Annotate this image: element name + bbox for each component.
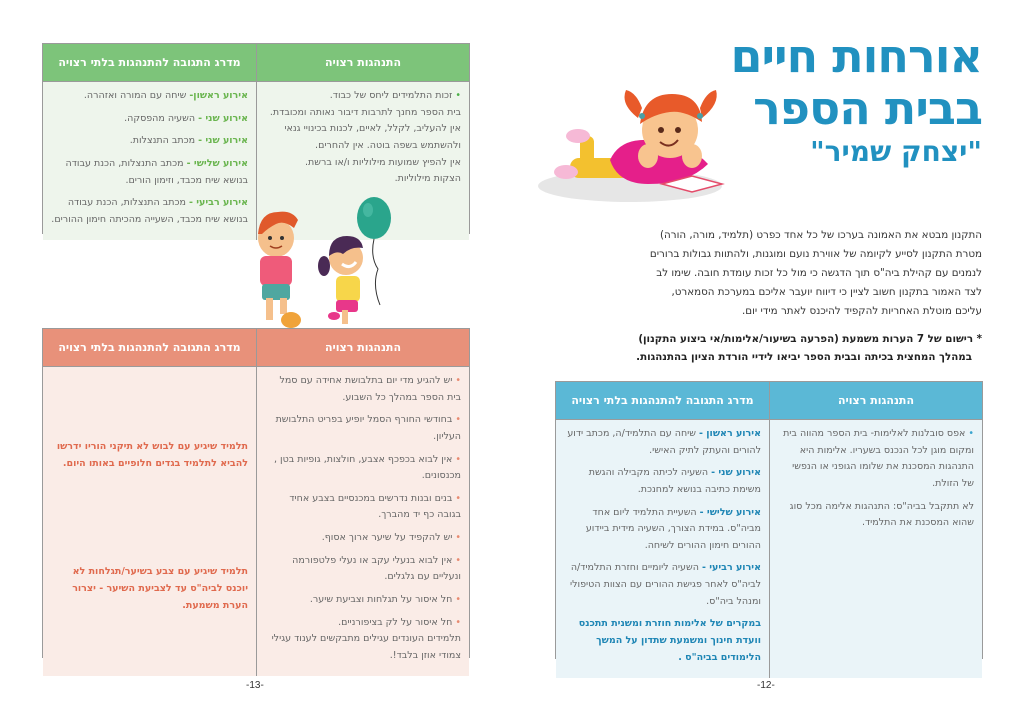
header-desired: התנהגות רצויה: [769, 382, 982, 420]
desired-item: • אין לבוא בכפכף אצבע, חולצות, גופיות בטן , מכנסונים.: [273, 453, 461, 482]
desired-line: בית הספר מחנך לתרבות דיבור נאותה ומכובדת.: [269, 106, 461, 118]
intro-line: לנמנים עם קהילת ביה"ס תוך הדגשה כי מול כל זכות עומדת חובה. שימו לב: [656, 267, 982, 279]
desired-item: • חל איסור על תגלחות וצביעת שיער.: [309, 593, 461, 605]
intro-line: מטרת התקנון לסייע לקיומה של אווירת נועם ומוגנות, ולהתוות גבולות ברורים: [649, 248, 982, 260]
desired-line: אין להפיץ שמועות מילוליות ו/או ברשת.: [305, 156, 461, 168]
kids-playing-illustration: [246, 196, 396, 328]
response-cell: [43, 82, 256, 240]
desired-line: אין להעליב, לקלל, לאיים, לכנות בכינויי גנאי ולהשתמש בשפה בוטה. אין להחרים.: [284, 123, 461, 151]
response-warning: תלמיד שיגיע עם לבוש לא תיקני הוריו ידרשו להביא לתלמיד בגדים חלופיים באותו היום.: [56, 441, 248, 469]
title-line-1: אורחות חיים: [730, 29, 982, 83]
desired-cell: [769, 420, 982, 678]
desired-item: תלמידים העונדים עגילים מתבקשים לענוד עגילי צמודי אוזן בלבד!.: [271, 633, 461, 661]
school-name: "יצחק שמיר": [810, 135, 982, 168]
response-item: אירוע ראשון - שיחה עם התלמיד/ה, מכתב ידוע להורים והעתק לתיק האישי.: [567, 428, 761, 456]
response-item: אירוע שני - השעיה לכיתה מקבילה והגשת משימת כתיבה בנושא למחנכת.: [588, 467, 761, 495]
response-warning: תלמיד שיגיע עם צבע בשיער/תגלחות לא יוכנס לביה"ס עד לצביעת השיער - יצרור הערת משמעת.: [72, 566, 248, 611]
desired-item: לא תתקבל בביה"ס: התנהגות אלימה מכל סוג שהוא המסכנת את התלמיד.: [789, 500, 974, 529]
intro-line: עליכם מוטלת האחריות להקפיד להיכנס לאתר מידי יום.: [741, 305, 982, 317]
note-line: * רישום של 7 הערות משמעת (הפרעה בשיעור/אלימות/אי ביצוע התקנון): [638, 333, 982, 345]
response-item: אירוע שני - מכתב התנצלות.: [129, 135, 248, 147]
document-title: [730, 30, 982, 170]
desired-item: • יש להגיע מדי יום בתלבושת אחידה עם סמל בית הספר במהלך כל השבוע.: [279, 375, 461, 403]
dress-code-table: [42, 328, 470, 661]
desired-item: • אין לבוא בנעלי עקב או נעלי פלטפורמה ונעליים עם גלגלים.: [292, 554, 461, 583]
desired-item: • בנים ובנות נדרשים במכנסיים בצבע אחיד בגובה כף יד מהברך.: [289, 492, 461, 521]
response-cell: [556, 420, 769, 678]
response-cell: [43, 367, 256, 676]
violence-policy-table: [555, 381, 983, 663]
response-item: אירוע שני - השעיה מהפסקה.: [124, 112, 248, 124]
intro-line: לצד האמור בתקנון חשוב לציין כי דיווח יועבר אליכם במערכת הסמארט,: [671, 286, 982, 298]
title-line-2: בבית הספר: [753, 81, 982, 135]
desired-line: הצקות מילוליות.: [394, 173, 461, 185]
desired-item: • בחודשי החורף הסמל יופיע בפריט התלבושת העליון.: [275, 414, 461, 442]
intro-paragraph: [560, 226, 982, 321]
intro-line: התקנון מבטא את האמונה בערכו של כל אחד כפרט (תלמיד, מורה, הורה): [660, 229, 982, 241]
header-desired: התנהגות רצויה: [256, 44, 469, 82]
girl-reading-illustration: [530, 88, 740, 213]
desired-line: • זכות התלמידים ליחס של כבוד.: [329, 90, 461, 101]
committee-note: במקרים של אלימות חוזרת ומשנית תתכנס וועדת חינוך ומשמעת שתדון על המשך הלימודים בביה"ס .: [578, 618, 761, 663]
response-item: אירוע שלישי - השעיית התלמיד ליום אחד מביה"ס. במידת הצורך, השעיה מידית ביידוע ההורים חימון ההורים לשיחה.: [585, 506, 761, 551]
discipline-note: [560, 330, 982, 366]
page-number: -12-: [757, 680, 775, 691]
note-line: במהלך המחצית בכיתה ובבית הספר יביאו לידיי הורדת הציון בהתנהגות.: [636, 351, 972, 363]
page-number: -13-: [246, 680, 264, 691]
desired-item: • יש להקפיד על שיער ארוך אסוף.: [321, 532, 461, 543]
header-response: מדרג התגובה להתנהגות בלתי רצויה: [43, 44, 256, 82]
response-item: אירוע ראשון- שיחה עם המורה ואזהרה.: [83, 90, 248, 101]
response-item: אירוע שלישי - מכתב התנצלות, הכנת עבודה בנושא שיח מכבד, וזימון הורים.: [65, 157, 248, 186]
desired-item: • אפס סובלנות לאלימות- בית הספר מהווה בית ומקום מוגן לכל הנכנס בשעריו. אלימות היא התנהגות המסכנת את שלומו הגופני או הנפשי של הזולת.: [783, 428, 974, 489]
header-response: מדרג התגובה להתנהגות בלתי רצויה: [556, 382, 769, 420]
response-item: אירוע רביעי - השעיה ליומיים וחזרת התלמיד/ה לביה"ס לאחר פגישת ההורים עם הצוות הטיפולי ומנהל ביה"ס.: [570, 562, 761, 607]
desired-cell: [256, 367, 469, 676]
desired-item: • חל איסור על לק בציפורניים.: [338, 616, 461, 628]
header-desired: התנהגות רצויה: [256, 329, 469, 367]
response-item: אירוע רביעי - מכתב התנצלות, הכנת עבודה בנושא שיח מכבד, השעייה מהכיתה חימון ההורים.: [51, 197, 248, 225]
header-response: מדרג התגובה להתנהגות בלתי רצויה: [43, 329, 256, 367]
